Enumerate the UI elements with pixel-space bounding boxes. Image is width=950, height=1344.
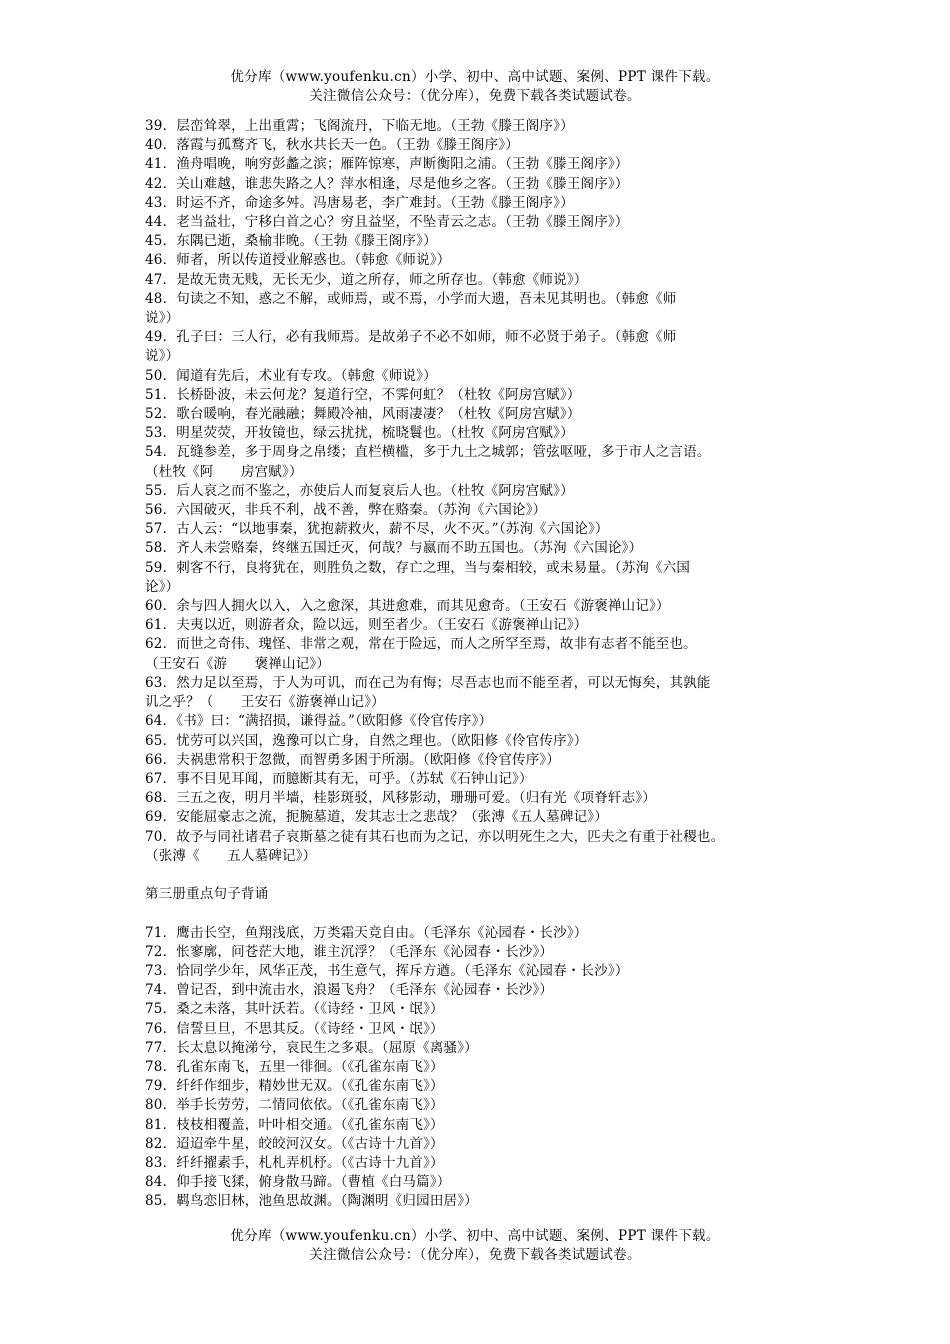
text-line: 82．迢迢牵牛星，皎皎河汉女。（《古诗十九首》） xyxy=(145,1135,444,1152)
text-line: 60．余与四人拥火以入，入之愈深，其进愈难，而其见愈奇。（王安石《游褒禅山记》） xyxy=(145,598,670,615)
page-footer xyxy=(0,1227,950,1265)
spacer xyxy=(145,904,813,923)
text-line: 77．长太息以掩涕兮，哀民生之多艰。（屈原《离骚》） xyxy=(145,1039,478,1056)
text-line: 49．孔子曰：三人行，必有我师焉。是故弟子不必不如师，师不必贤于弟子。（韩愈《师 xyxy=(145,329,677,346)
text-line: （王安石《游 褒禅山记》） xyxy=(145,655,331,672)
text-line: 48．句读之不知，惑之不解，或师焉，或不焉，小学而大遗，吾未见其明也。（韩愈《师 xyxy=(145,290,677,307)
text-line: 57．古人云：“以地事秦，犹抱薪救火，薪不尽，火不灭。”（苏洵《六国论》） xyxy=(145,521,609,538)
text-line: 53．明星荧荧，开妆镜也，绿云扰扰，梳晓鬟也。（杜牧《阿房宫赋》） xyxy=(145,425,574,442)
text-line: 70．故予与同社诸君子哀斯墓之徒有其石也而为之记，亦以明死生之大，匹夫之有重于社稷也。 xyxy=(145,828,725,845)
text-line: 85．羁鸟恋旧林，池鱼思故渊。（陶渊明《归园田居》） xyxy=(145,1193,478,1210)
header-line-1: 优分库（www.youfenku.cn）小学、初中、高中试题、案例、PPT 课件下载。 xyxy=(230,69,720,85)
text-line: 50．闻道有先后，术业有专攻。（韩愈《师说》） xyxy=(145,367,437,384)
text-line: 83．纤纤擢素手，札札弄机杼。（《古诗十九首》） xyxy=(145,1154,444,1171)
text-line: （张溥《 五人墓碑记》） xyxy=(145,847,317,864)
text-line: 79．纤纤作细步，精妙世无双。（《孔雀东南飞》） xyxy=(145,1078,444,1095)
text-line: 66．夫祸患常积于忽微，而智勇多困于所溺。（欧阳修《伶官传序》） xyxy=(145,751,561,768)
text-line: 43．时运不齐，命途多舛。冯唐易老，李广难封。（王勃《滕王阁序》） xyxy=(145,194,574,211)
text-line: 75．桑之未落，其叶沃若。（《诗经・卫风・氓》） xyxy=(145,1001,444,1018)
text-line: 61．夫夷以近，则游者众，险以远，则至者少。（王安石《游褒禅山记》） xyxy=(145,617,588,634)
text-line: 47．是故无贵无贱，无长无少，道之所存，师之所存也。（韩愈《师说》） xyxy=(145,271,588,288)
section-title: 第三册重点句子背诵 xyxy=(145,886,269,903)
text-line: 59．刺客不行，良将犹在，则胜负之数，存亡之理，当与秦相较，或未易量。（苏洵《六国 xyxy=(145,559,691,576)
text-line: 73．恰同学少年，风华正茂，书生意气，挥斥方遒。（毛泽东《沁园春・长沙》） xyxy=(145,962,629,979)
text-line: 讥之乎？（ 王安石《游褒禅山记》） xyxy=(145,694,385,711)
text-line: 41．渔舟唱晚，响穷彭蠡之滨；雁阵惊寒，声断衡阳之浦。（王勃《滕王阁序》） xyxy=(145,156,629,173)
text-line: 81．枝枝相覆盖，叶叶相交通。（《孔雀东南飞》） xyxy=(145,1116,444,1133)
text-line: 78．孔雀东南飞，五里一徘徊。（《孔雀东南飞》） xyxy=(145,1058,444,1075)
text-line: 64．《书》曰：“满招损，谦得益。”（欧阳修《伶官传序》） xyxy=(145,713,493,730)
text-line: 71．鹰击长空，鱼翔浅底，万类霜天竞自由。（毛泽东《沁园春・长沙》） xyxy=(145,924,588,941)
text-line: 说》） xyxy=(145,310,180,327)
text-line: 68．三五之夜，明月半墙，桂影斑驳，风移影动，珊珊可爱。（归有光《项脊轩志》） xyxy=(145,790,656,807)
text-line: 67．事不目见耳闻，而臆断其有无，可乎。（苏轼《石钟山记》） xyxy=(145,770,533,787)
text-line: 39．层峦耸翠，上出重霄；飞阁流丹，下临无地。（王勃《滕王阁序》） xyxy=(145,118,574,134)
text-line: 74．曾记否，到中流击水，浪遏飞舟？（毛泽东《沁园春・长沙》） xyxy=(145,982,554,999)
header-line-2: 关注微信公众号：（优分库），免费下载各类试题试卷。 xyxy=(309,88,641,104)
text-line: 63．然力足以至焉，于人为可讥，而在己为有悔；尽吾志也而不能至者，可以无悔矣，其孰能 xyxy=(145,674,711,691)
text-line: 54．瓦缝参差，多于周身之帛缕；直栏横槛，多于九土之城郭；管弦呕哑，多于市人之言语。 xyxy=(145,444,711,461)
text-line: 42．关山难越，谁悲失路之人？萍水相逢，尽是他乡之客。（王勃《滕王阁序》） xyxy=(145,175,629,192)
text-line: （杜牧《阿 房宫赋》） xyxy=(145,463,303,480)
spacer xyxy=(145,866,813,885)
text-line: 76．信誓旦旦，不思其反。（《诗经・卫风・氓》） xyxy=(145,1020,444,1037)
text-line: 55．后人哀之而不鉴之，亦使后人而复哀后人也。（杜牧《阿房宫赋》） xyxy=(145,482,574,499)
text-line: 65．忧劳可以兴国，逸豫可以亡身，自然之理也。（欧阳修《伶官传序》） xyxy=(145,732,588,749)
text-line: 84．仰手接飞猱，俯身散马蹄。（曹植《白马篇》） xyxy=(145,1174,451,1191)
text-line: 44．老当益壮，宁移白首之心？穷且益坚，不坠青云之志。（王勃《滕王阁序》） xyxy=(145,214,629,231)
text-line: 52．歌台暖响，春光融融；舞殿冷袖，风雨凄凄？（杜牧《阿房宫赋》） xyxy=(145,406,581,423)
footer-line-1: 优分库（www.youfenku.cn）小学、初中、高中试题、案例、PPT 课件下载。 xyxy=(230,1228,720,1244)
document-body xyxy=(145,117,813,1212)
text-line: 说》） xyxy=(145,348,180,365)
text-line: 56．六国破灭，非兵不利，战不善，弊在赂秦。（苏洵《六国论》） xyxy=(145,502,547,519)
text-line: 62．而世之奇伟、瑰怪、非常之观，常在于险远，而人之所罕至焉，故非有志者不能至也。 xyxy=(145,636,697,653)
page-header xyxy=(0,68,950,106)
footer-line-2: 关注微信公众号：（优分库），免费下载各类试题试卷。 xyxy=(309,1247,641,1263)
text-line: 45．东隅已逝，桑榆非晚。（王勃《滕王阁序》） xyxy=(145,233,437,250)
text-line: 46．师者，所以传道授业解惑也。（韩愈《师说》） xyxy=(145,252,451,269)
text-line: 80．举手长劳劳，二情同依依。（《孔雀东南飞》） xyxy=(145,1097,444,1114)
sentence-list-part1 xyxy=(145,117,813,866)
text-line: 69．安能屈豪志之流，扼腕墓道，发其志士之悲哉？（张溥《五人墓碑记》） xyxy=(145,809,608,826)
text-line: 40．落霞与孤鹜齐飞，秋水共长天一色。（王勃《滕王阁序》） xyxy=(145,137,519,154)
sentence-list-part2 xyxy=(145,924,813,1212)
text-line: 72．怅寥廓，问苍茫大地，谁主沉浮？（毛泽东《沁园春・长沙》） xyxy=(145,943,554,960)
text-line: 51．长桥卧波，未云何龙？复道行空，不霁何虹？（杜牧《阿房宫赋》） xyxy=(145,386,581,403)
text-line: 论》） xyxy=(145,578,180,595)
text-line: 58．齐人未尝赂秦，终继五国迁灭，何哉？与嬴而不助五国也。（苏洵《六国论》） xyxy=(145,540,643,557)
